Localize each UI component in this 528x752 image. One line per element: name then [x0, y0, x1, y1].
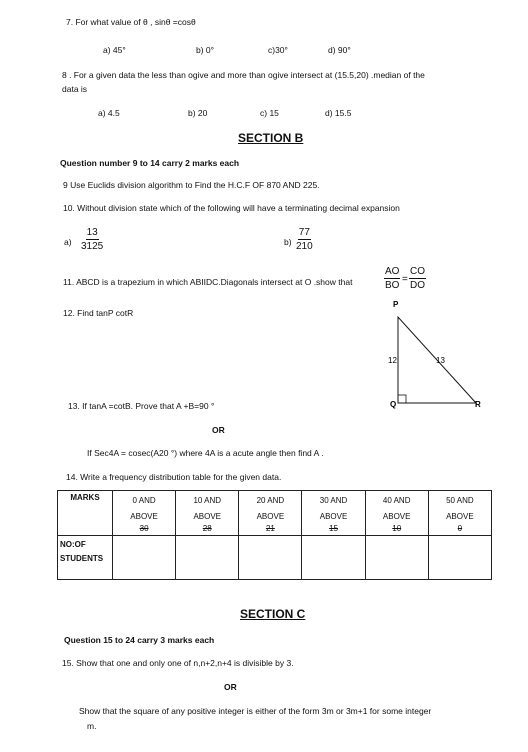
section-b-instruction: Question number 9 to 14 carry 2 marks each: [60, 158, 240, 168]
q7-option-a: a) 45°: [103, 45, 126, 55]
col-2-val: 21: [265, 524, 275, 533]
col-1-val: 28: [202, 524, 212, 533]
col-5-mid: ABOVE: [446, 512, 474, 521]
col-4-mid: ABOVE: [382, 512, 411, 521]
q15-or: OR: [224, 682, 237, 692]
col-4-val: 10: [392, 524, 402, 533]
table-col-5: [428, 491, 491, 536]
q8-option-a: a) 4.5: [98, 108, 120, 118]
q11-equals: =: [402, 274, 408, 285]
q11-fraction-co-do: [409, 266, 426, 291]
vertex-p-label: P: [393, 300, 399, 309]
col-0-val: 30: [139, 524, 149, 533]
table-col-2: [239, 491, 302, 536]
q12-text: 12. Find tanP cotR: [63, 308, 134, 318]
col-2-top: 20 AND: [256, 496, 285, 505]
q10-option-a-fraction: [81, 227, 103, 252]
students-label-line1: NO:OF: [60, 540, 86, 549]
q8-option-d: d) 15.5: [325, 108, 352, 118]
q8-option-b: b) 20: [188, 108, 208, 118]
q9-text: 9 Use Euclids division algorithm to Find the H.C.F OF 870 AND 225.: [63, 180, 320, 190]
side-pr-label: 13: [436, 356, 445, 365]
q10-b-denominator: 210: [296, 241, 313, 252]
q10-option-b-fraction: [296, 227, 313, 252]
section-b-heading: SECTION B: [238, 131, 304, 145]
q10-option-b-label: b): [284, 237, 292, 247]
q11-numerator-ao: AO: [385, 266, 400, 277]
q11-denominator-bo: BO: [385, 280, 400, 291]
q8-option-c: c) 15: [260, 108, 279, 118]
q10-option-a-label: a): [64, 237, 72, 247]
section-c-instruction: Question 15 to 24 carry 3 marks each: [64, 635, 215, 645]
students-cell-1: [176, 536, 239, 580]
table-row-students: [58, 536, 492, 580]
table-col-0: [113, 491, 176, 536]
triangle-pqr-diagram: [380, 295, 490, 415]
q15-text: 15. Show that one and only one of n,n+2,n+4 is divisible by 3.: [62, 658, 294, 668]
q7-option-b: b) 0°: [196, 45, 215, 55]
q15-alternative-line1: Show that the square of any positive integer is either of the form 3m or 3m+1 for some integer: [79, 706, 432, 716]
col-0-mid: ABOVE: [130, 512, 158, 521]
students-label-line2: STUDENTS: [60, 554, 104, 563]
students-header: [58, 536, 113, 580]
col-0-top: 0 AND: [132, 496, 156, 505]
vertex-r-label: R: [475, 400, 481, 409]
q7-option-d: d) 90°: [328, 45, 351, 55]
students-cell-0: [113, 536, 176, 580]
q10-a-numerator: 13: [86, 227, 98, 238]
students-cell-3: [302, 536, 365, 580]
section-c-heading: SECTION C: [240, 607, 306, 621]
q13-alternative-text: If Sec4A = cosec(A20 °) where 4A is a acute angle then find A .: [87, 448, 324, 458]
q7-text: 7. For what value of θ , sinθ =cosθ: [66, 17, 196, 27]
col-3-mid: ABOVE: [319, 512, 348, 521]
table-col-3: [302, 491, 365, 536]
q11-denominator-do: DO: [410, 280, 425, 291]
table-col-4: [365, 491, 428, 536]
table-col-1: [176, 491, 239, 536]
col-5-val: 0: [457, 524, 463, 533]
col-3-val: 15: [329, 524, 338, 533]
q10-b-numerator: 77: [298, 227, 310, 238]
q13-text: 13. If tanA =cotB. Prove that A +B=90 °: [68, 401, 215, 411]
q7-option-c: c)30°: [268, 45, 288, 55]
q14-text: 14. Write a frequency distribution table for the given data.: [66, 472, 282, 482]
col-1-top: 10 AND: [193, 496, 222, 505]
table-row-marks: [58, 491, 492, 536]
q8-text-line1: 8 . For a given data the less than ogive and more than ogive intersect at (15.5,20) .median of the: [62, 70, 425, 80]
side-pq-label: 12: [388, 356, 397, 365]
col-4-top: 40 AND: [382, 496, 411, 505]
col-1-mid: ABOVE: [193, 512, 222, 521]
q11-numerator-co: CO: [410, 266, 425, 277]
col-2-mid: ABOVE: [256, 512, 285, 521]
col-5-top: 50 AND: [446, 496, 474, 505]
q11-text: 11. ABCD is a trapezium in which ABIIDC.Diagonals intersect at O .show that: [63, 277, 353, 287]
students-cell-2: [239, 536, 302, 580]
q8-text-line2: data is: [62, 84, 88, 94]
q10-a-denominator: 3125: [81, 241, 104, 252]
students-cell-4: [365, 536, 428, 580]
col-3-top: 30 AND: [319, 496, 348, 505]
vertex-q-label: Q: [390, 400, 397, 409]
q13-or: OR: [212, 425, 225, 435]
marks-header: MARKS: [58, 491, 113, 536]
frequency-table: [57, 490, 492, 580]
students-cell-5: [428, 536, 491, 580]
q10-text: 10. Without division state which of the following will have a terminating decimal expansion: [63, 203, 400, 213]
q15-alternative-line2: m.: [87, 721, 97, 731]
right-angle-marker: [398, 395, 406, 403]
q11-fraction-ao-bo: [384, 266, 400, 291]
